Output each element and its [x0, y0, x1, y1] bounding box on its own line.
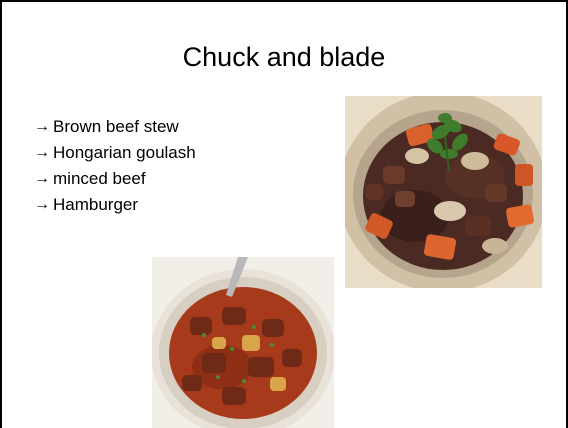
beef-stew-photo: [345, 96, 542, 288]
bullet-item: [34, 140, 196, 166]
arrow-icon: →: [34, 118, 50, 135]
bullet-item: [34, 114, 196, 140]
beef-stew-image: [345, 96, 542, 288]
arrow-icon: →: [34, 144, 50, 161]
bullet-text: Hamburger: [53, 195, 139, 214]
bullet-text: Brown beef stew: [53, 117, 179, 136]
bullet-text: minced beef: [53, 169, 146, 188]
arrow-icon: →: [34, 170, 50, 187]
bullet-list: [34, 114, 196, 218]
goulash-image: [152, 257, 334, 428]
slide-title: Chuck and blade: [182, 42, 386, 72]
goulash-photo: [152, 257, 334, 428]
bullet-item: [34, 192, 196, 218]
bullet-text: Hongarian goulash: [53, 143, 196, 162]
arrow-icon: →: [34, 196, 50, 213]
bullet-item: [34, 166, 196, 192]
